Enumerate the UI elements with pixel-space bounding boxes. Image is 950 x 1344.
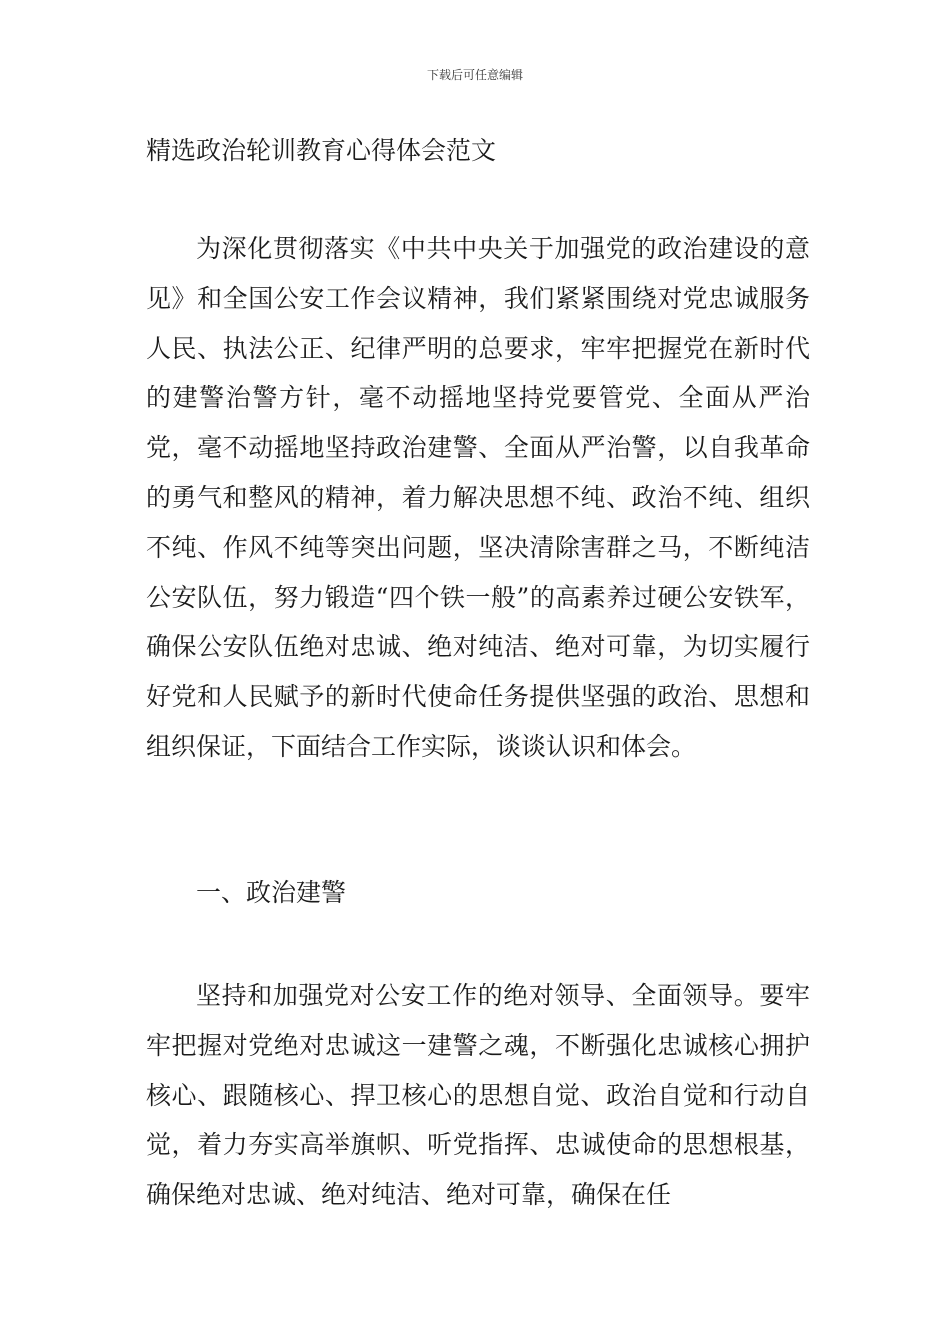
body-paragraph-section-1: 坚持和加强党对公安工作的绝对领导、全面领导。要牢牢把握对党绝对忠诚这一建警之魂，不断强化忠诚核心拥护核心、跟随核心、捍卫核心的思想自觉、政治自觉和行动自觉，着力夯实高举旗帜、听党指挥、忠诚使命的思想根基，确保绝对忠诚、绝对纯洁、绝对可靠，确保在任 (146, 981, 810, 1210)
page-header-note: 下载后可任意编辑 (426, 68, 523, 82)
body-paragraph-intro: 为深化贯彻落实《中共中央关于加强党的政治建设的意见》和全国公安工作会议精神，我们紧紧围绕对党忠诚服务人民、执法公正、纪律严明的总要求，牢牢把握党在新时代的建警治警方针，毫不动摇地坚持党要管党、全面从严治党，毫不动摇地坚持政治建警、全面从严治警，以自我革命的勇气和整风的精神，着力解决思想不纯、政治不纯、组织不纯、作风不纯等突出问题，坚决清除害群之马，不断纯洁公安队伍，努力锻造“四个铁一般”的高素养过硬公安铁军，确保公安队伍绝对忠诚、绝对纯洁、绝对可靠，为切实履行好党和人民赋予的新时代使命任务提供坚强的政治、思想和组织保证，下面结合工作实际，谈谈认识和体会。 (146, 234, 810, 761)
section-heading: 一、政治建警 (196, 878, 347, 907)
document-title: 精选政治轮训教育心得体会范文 (146, 136, 497, 165)
